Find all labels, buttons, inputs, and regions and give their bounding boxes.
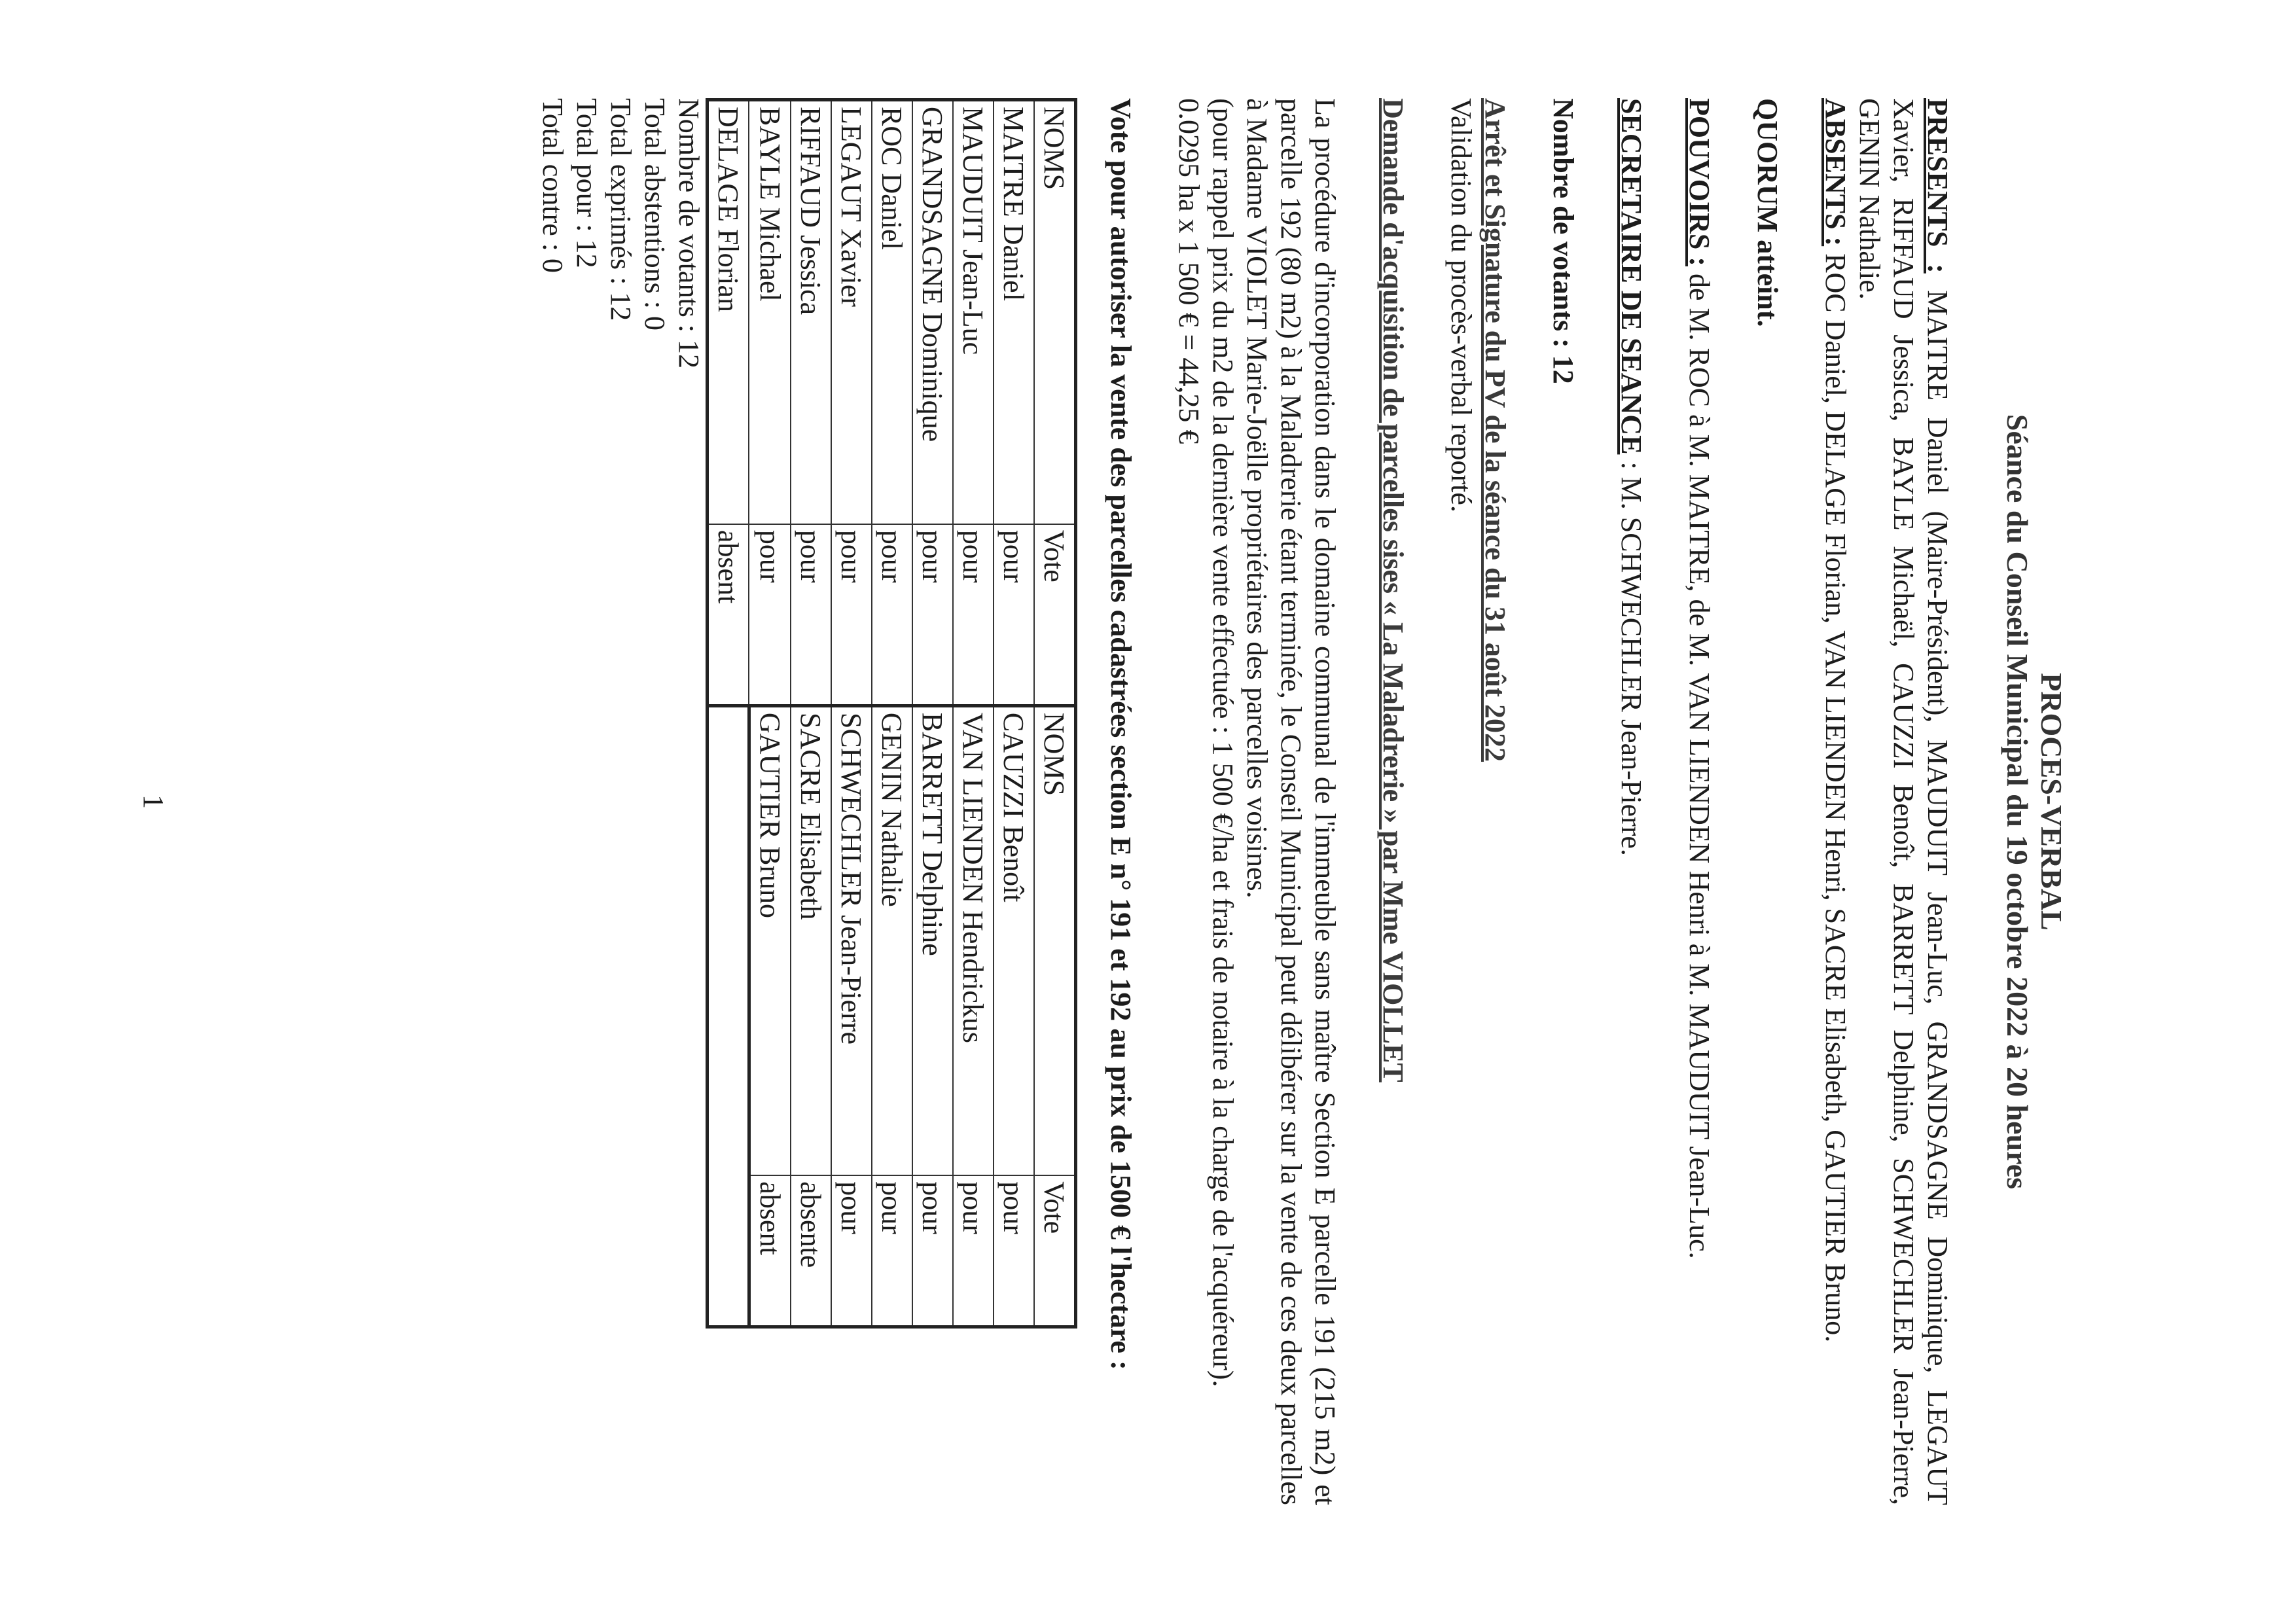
pouvoirs-paragraph (1682, 98, 1716, 1505)
vote-name-left: LEGAUT Xavier (831, 100, 872, 524)
table-row (912, 100, 953, 1327)
vote-name-right: GENIN Nathalie (872, 705, 912, 1175)
demande-paragraph: La procédure d'incorporation dans le domaine communal de l'immeuble sans maître Section E parcelle 191 (215 m2) et parcelle 192 (80 m2) à la Maladrerie étant terminée, le Conseil Municipal peut délibérer sur la vente de ces deux parcelles à Madame VIOLET Marie-Joëlle propriétaires des parcelles voisines. (1241, 98, 1341, 1505)
document-subtitle: Séance du Conseil Municipal du 19 octobre 2022 à 20 heures (2001, 414, 2034, 1190)
total-abstentions: Total abstentions : 0 (639, 98, 672, 330)
header-noms-left: NOMS (1034, 100, 1076, 524)
demande-calc: 0.0295 ha x 1 500 € = 44,25 € (1173, 98, 1205, 444)
vote-name-left: MAITRE Daniel (994, 100, 1034, 524)
quorum-line: QUORUM atteint. (1751, 98, 1784, 327)
vote-value-right: pour (953, 1175, 994, 1327)
total-exprimes: Total exprimés : 12 (605, 98, 637, 321)
header-vote-right: Vote (1034, 1175, 1076, 1327)
presents-paragraph (1852, 98, 1954, 1505)
absents-paragraph (1818, 98, 1852, 1505)
table-header-row (1034, 100, 1076, 1327)
vote-value-left: pour (749, 524, 791, 706)
table-row (749, 100, 791, 1327)
vote-name-right: VAN LIENDEN Hendrickus (953, 705, 994, 1175)
total-contre: Total contre : 0 (537, 98, 569, 273)
vote-name-left: BAYLE Michael (749, 100, 791, 524)
vote-value-left: pour (912, 524, 953, 706)
vote-name-right: SCHWECHLER Jean-Pierre (831, 705, 872, 1175)
vote-name-right: GAUTIER Bruno (749, 705, 791, 1175)
secretaire-label: SECRETAIRE DE SEANCE (1615, 98, 1647, 455)
vote-value-left: pour (791, 524, 831, 706)
vote-name-right: BARRETT Delphine (912, 705, 953, 1175)
nombre-votants-header: Nombre de votants : 12 (1547, 98, 1579, 384)
vote-name-left: ROC Daniel (872, 100, 912, 524)
vote-name-left: DELAGE Florian (708, 100, 749, 524)
vote-name-left: GRANDSAGNE Dominique (912, 100, 953, 524)
vote-value-left: pour (872, 524, 912, 706)
table-row (994, 100, 1034, 1327)
absents-label: ABSENTS : (1820, 98, 1852, 247)
vote-value-right: pour (872, 1175, 912, 1327)
header-noms-right: NOMS (1034, 705, 1076, 1175)
secretaire-paragraph (1614, 98, 1648, 1505)
totals-block (536, 98, 706, 1505)
vote-value-right: absent (749, 1175, 791, 1327)
demande-heading: Demande d'acquisition de parcelles sises « La Maladrerie » par Mme VIOLLET (1377, 98, 1409, 1082)
absents-text: ROC Daniel, DELAGE Florian, VAN LIENDEN Henri, SACRE Elisabeth, GAUTIER Bruno. (1820, 246, 1852, 1343)
table-row (708, 100, 749, 1327)
header-vote-left: Vote (1034, 524, 1076, 706)
page-number: 1 (137, 794, 170, 809)
vote-value-right: pour (831, 1175, 872, 1327)
vote-value-left: pour (953, 524, 994, 706)
demande-note: (pour rappel prix du m2 de la dernière vente effectuée : 1 500 €/ha et frais de notaire à la charge de l'acquéreur). (1207, 98, 1239, 1387)
vote-name-right: SACRE Elisabeth (791, 705, 831, 1175)
secretaire-text: : M. SCHWECHLER Jean-Pierre. (1615, 454, 1647, 856)
pouvoirs-text: de M. ROC à M. MAITRE, de M. VAN LIENDEN Henri à M. MAUDUIT Jean-Luc. (1683, 266, 1715, 1259)
empty-cell (708, 705, 749, 1327)
arret-heading: Arrêt et Signature du PV de la séance du 31 août 2022 (1479, 98, 1511, 762)
vote-value-left: pour (831, 524, 872, 706)
table-row (831, 100, 872, 1327)
arret-text: Validation du procès-verbal reporté. (1445, 98, 1477, 512)
vote-name-right: CAUZZI Benoît (994, 705, 1034, 1175)
vote-value-right: absente (791, 1175, 831, 1327)
vote-value-right: pour (912, 1175, 953, 1327)
table-row (791, 100, 831, 1327)
vote-table (706, 98, 1078, 1329)
pouvoirs-label: POUVOIRS : (1683, 98, 1715, 267)
document-page (137, 98, 2068, 1505)
total-pour: Total pour : 12 (571, 98, 603, 268)
presents-text: MAITRE Daniel (Maire-Président), MAUDUIT Jean-Luc, GRANDSAGNE Dominique, LEGAUT Xavier, RIFFAUD Jessica, BAYLE Michaël, CAUZZI Benoît, BARRETT Delphine, SCHWECHLER Jean-Pierre, GENIN Nathalie. (1854, 98, 1954, 1505)
vote-value-right: pour (994, 1175, 1034, 1327)
presents-label: PRESENTS : (1922, 98, 1954, 274)
vote-value-left: absent (708, 524, 749, 706)
total-nombre-votants: Nombre de votants : 12 (673, 98, 706, 369)
document-title: PROCES-VERBAL (2035, 673, 2068, 931)
vote-heading: Vote pour autoriser la vente des parcelles cadastrées section E n° 191 et 192 au prix de 1500 € l'hectare : (1105, 98, 1137, 1370)
vote-name-left: MAUDUIT Jean-Luc (953, 100, 994, 524)
table-row (872, 100, 912, 1327)
vote-name-left: RIFFAUD Jessica (791, 100, 831, 524)
table-row (953, 100, 994, 1327)
vote-value-left: pour (994, 524, 1034, 706)
